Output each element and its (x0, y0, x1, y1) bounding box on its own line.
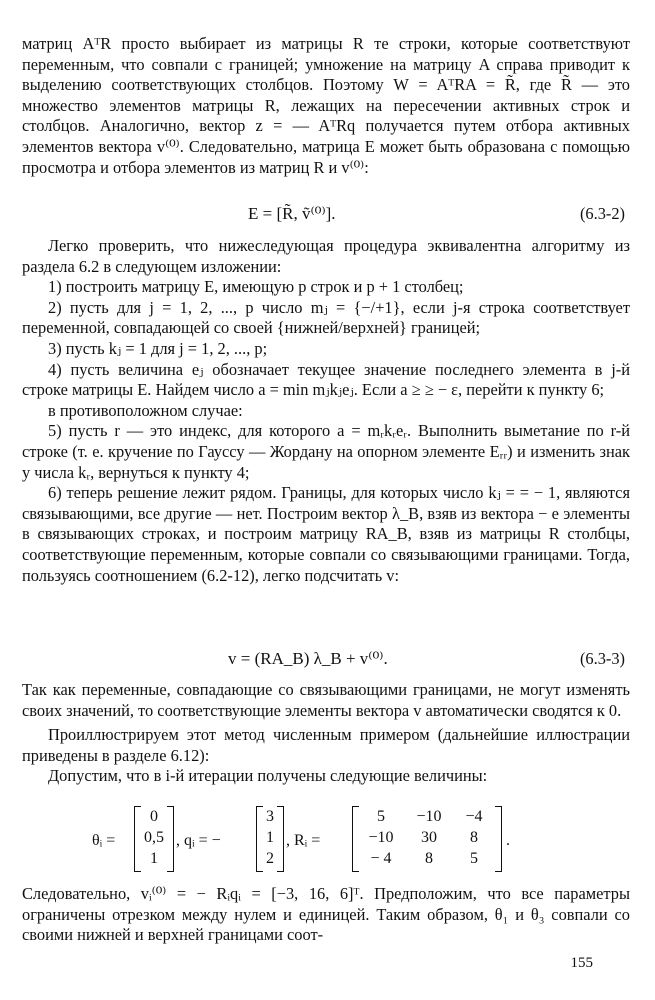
page-number: 155 (570, 955, 593, 971)
R-value: 8 (425, 850, 433, 867)
equation-6-3-2: E = [R̃, ṽ⁽⁰⁾]. (248, 204, 336, 223)
step-5: 5) пусть r — это индекс, для которого a = mᵣkᵣeᵣ. Выполнить выметание по r-й строке (т. е. кручение по Гауссу — Жордану на опорном элементе Eᵣᵣ) и изменить знак у числа kᵣ, вернуться к пункту 4; (22, 421, 630, 482)
paragraph-intro: матриц AᵀR просто выбирает из матрицы R те строки, которые соответствуют переменным, что совпали с границей; умножение на матрицу A справа приводит к выделению соответствующих столбцов. Поэтому W = AᵀRA = R̃, где R̃ — это множество элементов матрицы R, лежащих на пересечении активных строк и столбцов. Аналогично, вектор z = — AᵀRq получается путем отбора активных элементов вектора v⁽⁰⁾. Следовательно, матрица E может быть образована с помощью просмотра и отбора элементов из матриц R и v⁽⁰⁾: (22, 34, 630, 177)
paragraph-conclusion: Так как переменные, совпадающие со связывающими границами, не могут изменять своих значений, то соответствующие элементы вектора v автоматически сводятся к 0. (22, 680, 630, 720)
paragraph-procedure-intro: Легко проверить, что нижеследующая процедура эквивалентна алгоритму из раздела 6.2 в следующем изложении: (22, 236, 630, 276)
R-value: 5 (377, 808, 385, 825)
q-value: 2 (266, 850, 274, 867)
text-block-example (22, 680, 630, 787)
paragraph-illustration: Проиллюстрируем этот метод численным примером (дальнейшие иллюстрации приведены в разделе 6.12): (22, 725, 630, 765)
q-vector (256, 806, 284, 872)
step-4: 4) пусть величина eⱼ обозначает текущее значение последнего элемента в j-й строке матрицы E. Найдем число a = min mⱼkⱼeⱼ. Если a ≥ ≥ − ε, перейти к пункту 6; (22, 359, 630, 400)
equation-number-6-3-2: (6.3-2) (579, 204, 625, 223)
text-block-bottom (22, 884, 630, 946)
equation-6-3-3: v = (RA_B) λ_B + v⁽⁰⁾. (228, 649, 388, 668)
paragraph-consequence: Следовательно, vᵢ⁽⁰⁾ = − Rᵢqᵢ = [−3, 16, 6]ᵀ. Предположим, что все параметры ограничены отрезком между нулем и единицей. Таким образом, θ₁ и θ₃ совпали со своими нижней и верхней границами соот- (22, 884, 630, 945)
R-value: 30 (421, 829, 437, 846)
R-matrix (352, 806, 502, 872)
q-value: 1 (266, 829, 274, 846)
q-value: 3 (266, 808, 274, 825)
step-3: 3) пусть kⱼ = 1 для j = 1, 2, ..., p; (48, 338, 268, 358)
R-value: −10 (368, 829, 394, 846)
R-value: −10 (416, 808, 442, 825)
theta-value: 1 (150, 850, 158, 867)
paragraph-assume: Допустим, что в i-й итерации получены следующие величины: (48, 766, 488, 786)
matrix-period: . (506, 832, 510, 849)
step-4-else: в противоположном случае: (48, 400, 243, 420)
equation-number-6-3-3: (6.3-3) (579, 649, 625, 668)
step-6: 6) теперь решение лежит рядом. Границы, для которых число kⱼ = = − 1, являются связывающими, все другие — нет. Построим вектор λ_B, взяв из вектора − e элементы в связывающих строках, и построим матрицу RA_B, взяв из матрицы R столбцы, соответствующие переменным, которые совпали со связывающими границами. Тогда, пользуясь соотношением (6.2-12), легко подсчитать v: (22, 483, 630, 585)
R-value: 5 (470, 850, 478, 867)
step-1: 1) построить матрицу E, имеющую p строк и p + 1 столбец; (48, 277, 464, 297)
theta-vector (134, 806, 174, 872)
text-block-procedure (22, 236, 630, 586)
theta-value: 0 (150, 808, 158, 825)
theta-label: θᵢ = (92, 832, 116, 849)
R-value: −4 (465, 808, 483, 825)
q-label: , qᵢ = − (176, 832, 221, 849)
R-label: , Rᵢ = (286, 832, 321, 849)
step-2: 2) пусть для j = 1, 2, ..., p число mⱼ = {−/+1}, если j-я строка соответствует переменной, совпадающей со своей {нижней/верхней} границей; (22, 297, 630, 338)
R-value: 8 (470, 829, 478, 846)
R-value: − 4 (370, 850, 392, 867)
theta-value: 0,5 (144, 829, 164, 846)
text-block-top (22, 34, 630, 178)
